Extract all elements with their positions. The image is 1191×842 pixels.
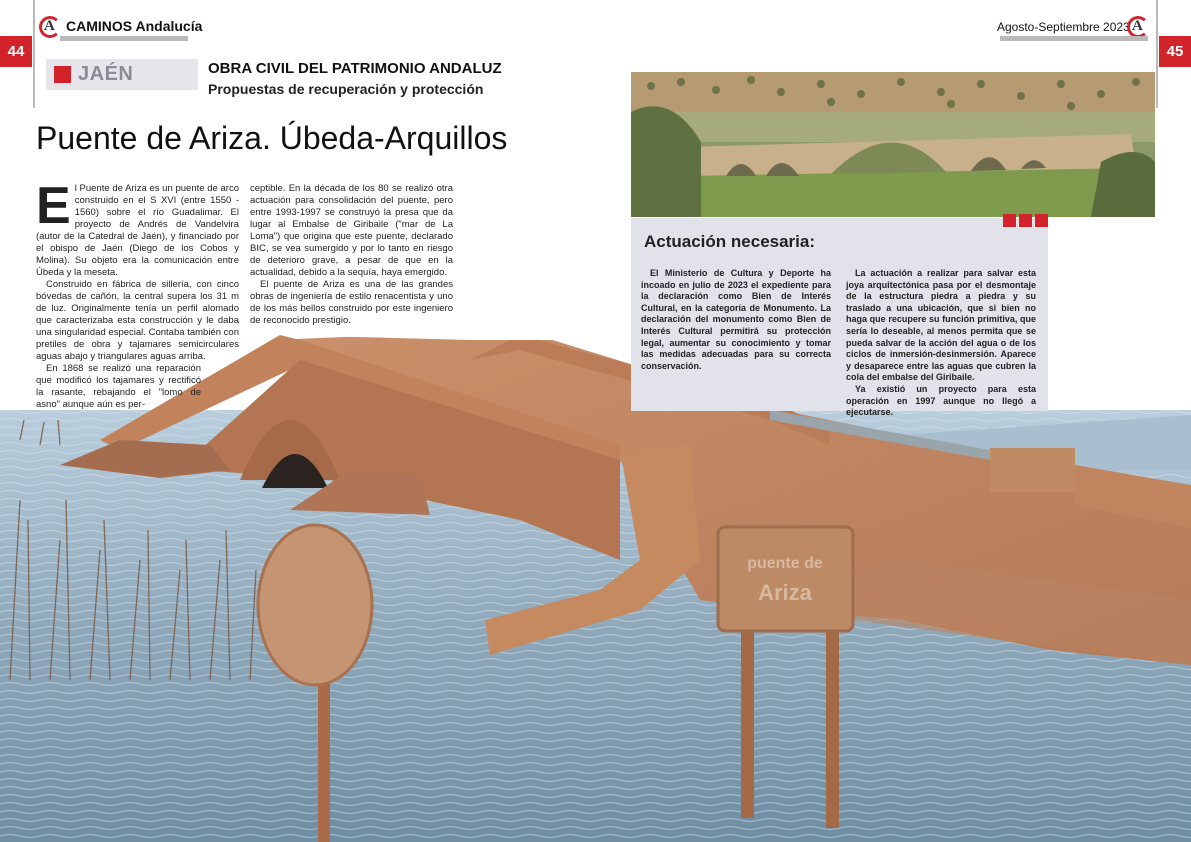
page-number-left: 44 [0, 36, 32, 67]
subkicker: Propuestas de recuperación y protección [208, 81, 484, 97]
paragraph: El Ministerio de Cultura y Deporte ha incoado en julio de 2023 el expediente para la declaración como Bien de Interés Cultural, en la categoría de Monumento. La declaración del monumento como Bien de Interés Cultural permitirá su protección legal, aumentar su conocimiento y tomar las medidas adecuadas para su correcta conservación. [641, 268, 831, 371]
article-column-2 [250, 183, 453, 327]
paragraph: El puente de Ariza es una de las grandes obras de ingeniería de estilo renacentista y uno de los más bellos construido por este ingeniero de reconocido prestigio. [250, 279, 453, 326]
red-square-icon [1003, 214, 1016, 227]
magazine-logo-right: A [1125, 15, 1151, 39]
article-column-1 [36, 177, 239, 411]
header-rule-right [1000, 36, 1148, 41]
paragraph: El Puente de Ariza es un puente de arco construido en el S XVI (entre 1550 - 1560) sobre el río Guadalimar. El proyecto de Andrés de Vandelvira (autor de la Catedral de Jaén), y financiado por el obispo de Jaén (Diego de los Cobos y Molina). Su objeto era la comunicación entre Úbeda y la meseta. [36, 177, 239, 278]
paragraph: Ya existió un proyecto para esta operación en 1997 aunque no llegó a ejecutarse. [846, 383, 1036, 418]
sidebar-box [631, 218, 1048, 418]
paragraph: La actuación a realizar para salvar esta joya arquitectónica pasa por el desmontaje de la estructura piedra a piedra y su traslado a una ubicación, que si bien no haga que recupere su función primitiva, que sería lo deseable, al menos permita que se pueda salvar de la acción del agua o de los ciclos de inmersión-desinmersión. Aparece y desaparece entre las aguas que cubren la cola del embalse del Giribaile. [846, 268, 1036, 383]
sign-line-2: Ariza [758, 580, 812, 605]
magazine-logo: A [37, 15, 63, 39]
paragraph: En 1868 se realizó una reparación que modificó los tajamares y rectificó la rasante, rebajando el "lomo de asno" aunque aún es per- [36, 363, 201, 410]
magazine-title: CAMINOS Andalucía [66, 18, 203, 34]
paragraph: ceptible. En la década de los 80 se realizó otra actuación para consolidación del puente, pero entre 1993-1997 se construyó la presa que da lugar al Embalse de Giribaile ("mar de La Loma") que origina que este puente, declarado BIC, se vea sumergido y por lo tanto en riesgo de deterioro grave, a pesar de que en la actualidad, debido a la sequía, haya emergido. [250, 183, 453, 278]
page-number-right: 45 [1159, 36, 1191, 67]
margin-line-left [33, 0, 35, 108]
header-rule-left [60, 36, 188, 41]
section-band [46, 59, 198, 90]
issue-date: Agosto-Septiembre 2023 [997, 20, 1130, 34]
red-square-icon [1035, 214, 1048, 227]
article-title: Puente de Ariza. Úbeda-Arquillos [36, 120, 508, 156]
sidebar-column-2 [846, 268, 1036, 419]
section-square-icon [54, 66, 71, 83]
margin-line-right [1156, 0, 1158, 108]
red-square-icon [1019, 214, 1032, 227]
section-label: JAÉN [78, 63, 134, 85]
sidebar-title: Actuación necesaria: [644, 232, 816, 251]
paragraph: Construido en fábrica de sillería, con cinco bóvedas de cañón, la central supera los 31 m de luz. Originalmente tenía un perfil alomado que caracterizaba esta construcción y le daba una singularidad especial. Contaba también con pretiles de obra y tajamares semicirculares aguas abajo y triangulares aguas arriba. [36, 279, 239, 362]
kicker: OBRA CIVIL DEL PATRIMONIO ANDALUZ [208, 60, 502, 77]
sign-line-1: puente de [747, 555, 823, 572]
sidebar-column-1 [641, 268, 831, 372]
drop-cap: E [36, 177, 71, 235]
landscape-photo [631, 72, 1155, 217]
